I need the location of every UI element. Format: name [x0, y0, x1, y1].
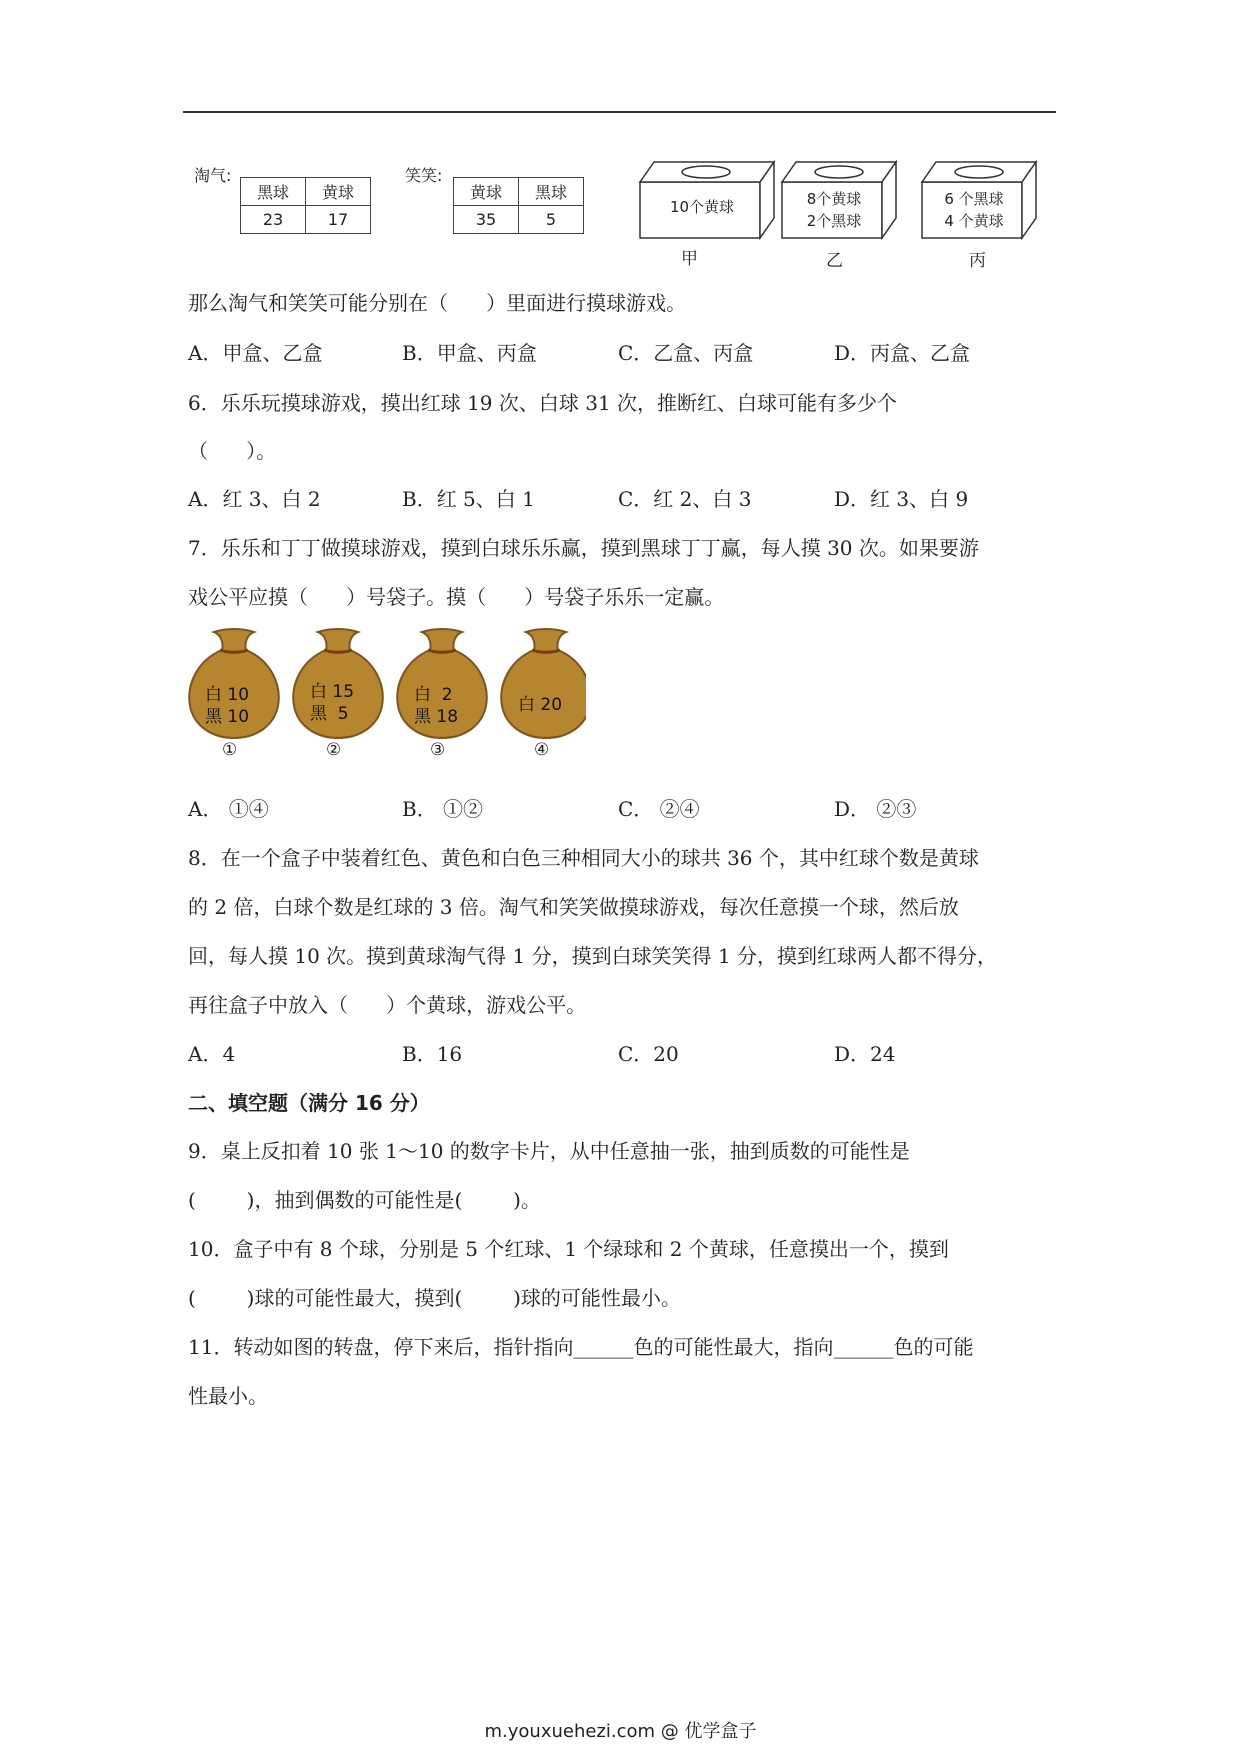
taoqi-label: 淘气: [194, 166, 232, 185]
q9-line2: ( )，抽到偶数的可能性是( )。 [188, 1188, 541, 1212]
q6-line1: 6．乐乐玩摸球游戏，摸出红球 19 次、白球 31 次，推断红、白球可能有多少个 [188, 391, 898, 415]
q10-line1: 10．盒子中有 8 个球，分别是 5 个红球、1 个绿球和 2 个黄球，任意摸出一个，摸到 [188, 1237, 949, 1261]
box-caption: 丙 [969, 251, 986, 271]
q8-line3: 回，每人摸 10 次。摸到黄球淘气得 1 分，摸到白球笑笑得 1 分，摸到红球两人都不得分， [188, 944, 998, 968]
q7-line1: 7．乐乐和丁丁做摸球游戏，摸到白球乐乐赢，摸到黑球丁丁赢，每人摸 30 次。如果要游 [188, 536, 979, 560]
q8-option-d: D．24 [834, 1042, 896, 1066]
q5-option-d: D．丙盒、乙盒 [834, 341, 971, 365]
table-cell: 23 [241, 206, 306, 234]
q8-line1: 8．在一个盒子中装着红色、黄色和白色三种相同大小的球共 36 个，其中红球个数是黄球 [188, 846, 979, 870]
q7-line2: 戏公平应摸（ ）号袋子。摸（ ）号袋子乐乐一定赢。 [188, 585, 725, 609]
table-cell: 17 [306, 206, 371, 234]
q6-line2: （ ）。 [188, 439, 277, 463]
bag-2-text: 白 15 黑 5 [310, 682, 355, 724]
q8-line4: 再往盒子中放入（ ）个黄球，游戏公平。 [188, 993, 587, 1017]
box-yi-text: 8个黄球 2个黑球 [806, 190, 862, 230]
footer-watermark: m.youxuehezi.com @ 优学盒子 [484, 1721, 757, 1742]
q7-option-c: C． ②④ [618, 797, 700, 821]
q5-option-b: B．甲盒、丙盒 [402, 341, 537, 365]
q11-line2: 性最小。 [188, 1384, 268, 1408]
q8-option-a: A．4 [188, 1042, 236, 1066]
bag-number: ② [326, 740, 342, 760]
table-cell: 35 [454, 206, 519, 234]
q9-line1: 9．桌上反扣着 10 张 1～10 的数字卡片，从中任意抽一张，抽到质数的可能性是 [188, 1139, 910, 1163]
q5-stem: 那么淘气和笑笑可能分别在（ ）里面进行摸球游戏。 [188, 291, 687, 315]
box-bing-text: 6 个黑球 4 个黄球 [944, 190, 1004, 230]
q6-option-a: A．红 3、白 2 [188, 487, 321, 511]
q6-option-b: B．红 5、白 1 [402, 487, 535, 511]
box-caption: 乙 [826, 251, 843, 271]
box-caption: 甲 [681, 249, 698, 269]
xiaoxiao-label: 笑笑: [405, 166, 443, 185]
q8-option-b: B．16 [402, 1042, 463, 1066]
q11-line1: 11．转动如图的转盘，停下来后，指针指向______色的可能性最大，指向______色的可能 [188, 1335, 974, 1359]
bag-3-text: 白 2 黑 18 [414, 685, 459, 727]
table-cell: 5 [519, 206, 584, 234]
table-header: 黄球 [306, 178, 371, 206]
bag-number: ④ [534, 740, 550, 760]
taoqi-table [240, 177, 371, 234]
q10-line2: ( )球的可能性最大，摸到( )球的可能性最小。 [188, 1286, 681, 1310]
q6-option-d: D．红 3、白 9 [834, 487, 969, 511]
q8-option-c: C．20 [618, 1042, 679, 1066]
bag-number: ③ [430, 740, 446, 760]
q8-line2: 的 2 倍，白球个数是红球的 3 倍。淘气和笑笑做摸球游戏，每次任意摸一个球，然后放 [188, 895, 959, 919]
bag-4 [501, 629, 586, 738]
bag-number: ① [222, 740, 238, 760]
section-heading: 二、填空题（满分 16 分） [188, 1091, 430, 1115]
table-header: 黑球 [519, 178, 584, 206]
table-header: 黑球 [241, 178, 306, 206]
table-header: 黄球 [454, 178, 519, 206]
box-jia-text: 10个黄球 [669, 198, 735, 216]
q5-option-c: C．乙盒、丙盒 [618, 341, 754, 365]
header-rule [183, 111, 1056, 113]
bag-4-text: 白 20 [518, 695, 563, 715]
q7-option-a: A． ①④ [188, 797, 269, 821]
q7-option-b: B． ①② [402, 797, 484, 821]
bag-1-text: 白 10 黑 10 [205, 685, 250, 727]
xiaoxiao-table [453, 177, 584, 234]
q5-option-a: A．甲盒、乙盒 [188, 341, 323, 365]
q7-option-d: D． ②③ [834, 797, 917, 821]
q6-option-c: C．红 2、白 3 [618, 487, 752, 511]
